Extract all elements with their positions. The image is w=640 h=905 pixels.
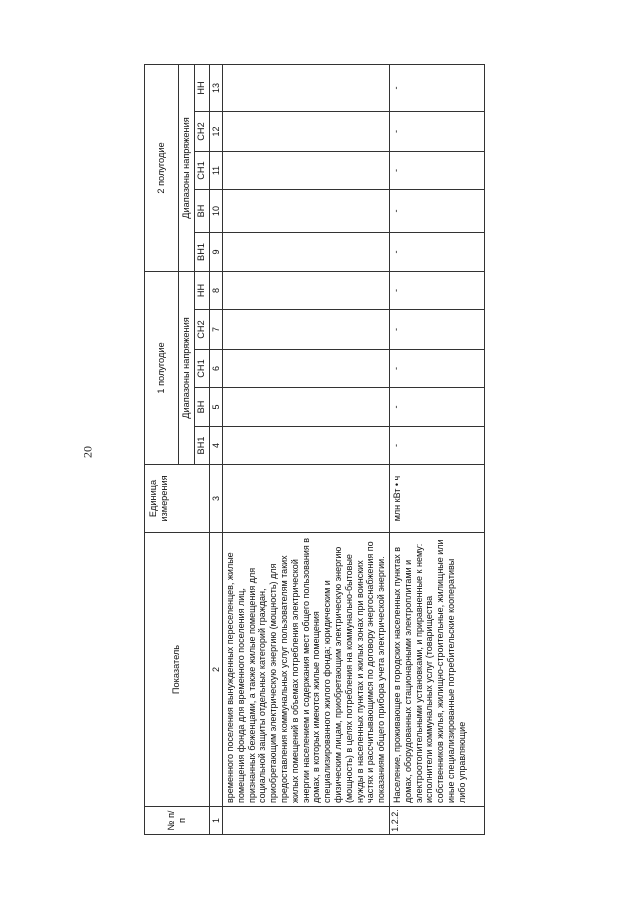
value-cell: - <box>389 388 484 427</box>
voltage-header: НН <box>195 272 210 310</box>
col-header-unit: Единица измерения <box>145 465 210 533</box>
value-cell: - <box>389 112 484 152</box>
unit-cell: млн кВт • ч <box>389 465 484 533</box>
col-header-half1: 1 полугодие <box>145 272 179 465</box>
voltage-header: НН <box>195 65 210 112</box>
column-number: 9 <box>210 233 223 272</box>
value-cell: - <box>389 310 484 350</box>
value-cell <box>223 112 390 152</box>
voltage-header: СН1 <box>195 350 210 388</box>
value-cell: - <box>389 272 484 310</box>
col-header-half2: 2 полугодие <box>145 65 179 272</box>
col-header-ranges-half1: Диапазоны напряжения <box>179 272 195 465</box>
column-number: 12 <box>210 112 223 152</box>
column-number: 3 <box>210 465 223 533</box>
col-header-num: № п/п <box>145 807 210 835</box>
value-cell <box>223 233 390 272</box>
value-cell: - <box>389 152 484 190</box>
value-cell <box>223 350 390 388</box>
indicator-text: временного поселения вынужденных переселенцев, жилые помещения фонда для временного поселения лиц, признанных беженцами, а также жилые помещения для социальной защиты отдельных категорий граждан, приобретающим электрическую энергию (мощность) для предоставления коммунальных услуг пользователям таких жилых помещений в объемах потребления электрической энергии населением и содержания мест общего пользования в домах, в которых имеются жилые помещения специализированного жилого фонда; юридическим и физическим лицам, приобретающим электрическую энергию (мощность) в целях потребления на коммунально-бытовые нужды в населенных пунктах и жилых зонах при воинских частях и рассчитывающимся по договору энергоснабжения по показаниям общего прибора учета электрической энергии. <box>223 533 390 807</box>
value-cell <box>223 152 390 190</box>
rotated-table-container <box>144 65 467 835</box>
table-row <box>223 65 390 835</box>
col-header-indicator: Показатель <box>145 533 210 807</box>
voltage-header: ВН <box>195 388 210 427</box>
value-cell <box>223 388 390 427</box>
indicator-text: Население, проживающее в городских населенных пунктах в домах, оборудованных стационарными электроплитами и электроотопительными установками, и приравненные к нему: исполнители коммунальных услуг (товарищества собственников жилья, жилищно-строительные, жилищные или иные специализированные потребительские кооперативы либо управляющие <box>389 533 484 807</box>
column-number: 11 <box>210 152 223 190</box>
voltage-header: ВН1 <box>195 233 210 272</box>
voltage-header: СН2 <box>195 310 210 350</box>
col-header-ranges-half2: Диапазоны напряжения <box>179 65 195 272</box>
value-cell: - <box>389 233 484 272</box>
voltage-header: СН2 <box>195 112 210 152</box>
voltage-header: ВН1 <box>195 427 210 465</box>
row-number <box>223 807 390 835</box>
tariff-table <box>144 64 485 835</box>
row-number: 1.2.2. <box>389 807 484 835</box>
column-number: 5 <box>210 388 223 427</box>
voltage-header: СН1 <box>195 152 210 190</box>
column-number: 2 <box>210 533 223 807</box>
value-cell <box>223 310 390 350</box>
value-cell: - <box>389 190 484 233</box>
unit-cell <box>223 465 390 533</box>
column-number: 10 <box>210 190 223 233</box>
table-row <box>389 65 484 835</box>
column-number: 4 <box>210 427 223 465</box>
value-cell: - <box>389 65 484 112</box>
value-cell: - <box>389 350 484 388</box>
header-row-1 <box>145 65 179 835</box>
page-number: 20 <box>80 446 95 458</box>
column-number-row <box>210 65 223 835</box>
value-cell <box>223 65 390 112</box>
value-cell <box>223 427 390 465</box>
column-number: 7 <box>210 310 223 350</box>
column-number: 1 <box>210 807 223 835</box>
value-cell: - <box>389 427 484 465</box>
column-number: 13 <box>210 65 223 112</box>
value-cell <box>223 190 390 233</box>
value-cell <box>223 272 390 310</box>
column-number: 6 <box>210 350 223 388</box>
column-number: 8 <box>210 272 223 310</box>
voltage-header: ВН <box>195 190 210 233</box>
